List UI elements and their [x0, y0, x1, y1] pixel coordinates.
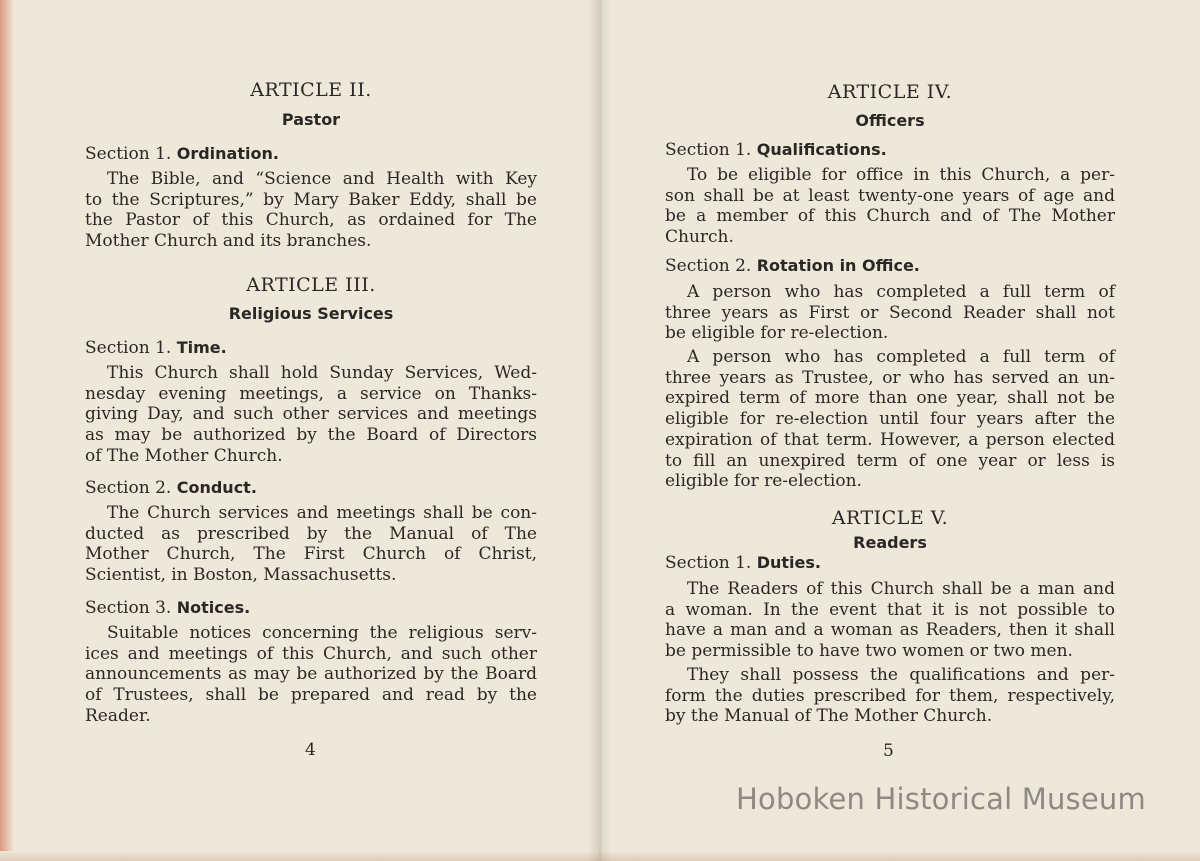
section-name: Rotation in Office. [756, 256, 920, 275]
paragraph-line: giving Day, and such other services and meetings [85, 404, 537, 425]
left-page [85, 0, 537, 861]
section-label: Section 2. [665, 256, 752, 276]
paragraph-line: ducted as prescribed by the Manual of The [85, 523, 537, 544]
notices-paragraph [85, 623, 537, 727]
rotation-paragraph-2 [665, 347, 1115, 492]
paragraph-line: form the duties prescribed for them, respectively, [665, 685, 1115, 706]
ordination-paragraph [85, 169, 537, 252]
qualifications-paragraph [665, 165, 1115, 248]
section-qualifications-heading [665, 140, 1115, 160]
paragraph-line: Scientist, in Boston, Massachusetts. [85, 565, 397, 586]
paragraph-line: three years as First or Second Reader shall not [665, 302, 1115, 323]
section-label: Section 1. [85, 338, 172, 358]
paragraph-line: expired term of more than one year, shall not be [665, 388, 1115, 409]
paragraph-line: as may be authorized by the Board of Directors [85, 425, 537, 446]
paragraph-line: of The Mother Church. [85, 445, 283, 466]
paragraph-line: eligible for re-election until four years after the [665, 409, 1115, 430]
article-iv-title: ARTICLE IV. [827, 81, 953, 103]
duties-paragraph-2 [665, 665, 1115, 727]
article-v-subtitle: Readers [853, 533, 927, 552]
page-number-right: 5 [883, 741, 894, 761]
page-edge-left [0, 0, 14, 861]
time-paragraph [85, 363, 537, 467]
section-duties-heading [665, 553, 1115, 573]
paragraph-line: This Church shall hold Sunday Services, Wed- [107, 363, 537, 383]
paragraph-line: The Readers of this Church shall be a man and [687, 579, 1115, 599]
article-ii-title: ARTICLE II. [250, 79, 372, 101]
paragraph-line: The Bible, and “Science and Health with Key [107, 169, 537, 189]
paragraph-line: by the Manual of The Mother Church. [665, 706, 993, 727]
paragraph-line: expiration of that term. However, a person elected [665, 429, 1115, 450]
section-conduct-heading [85, 478, 537, 498]
paragraph-line: A person who has completed a full term of [687, 347, 1115, 367]
section-ordination-heading [85, 144, 537, 164]
section-name: Time. [176, 338, 227, 357]
section-time-heading [85, 338, 537, 358]
section-name: Conduct. [176, 478, 257, 497]
article-ii-subtitle: Pastor [281, 110, 341, 129]
paragraph-line: Suitable notices concerning the religious serv- [107, 623, 537, 643]
paragraph-line: have a man and a woman as Readers, then it shall [665, 620, 1115, 641]
paragraph-line: to fill an unexpired term of one year or less is [665, 450, 1115, 471]
conduct-paragraph [85, 503, 537, 586]
section-rotation-heading [665, 256, 1115, 276]
section-label: Section 1. [85, 144, 172, 164]
section-label: Section 3. [85, 598, 172, 618]
paragraph-line: a woman. In the event that it is not possible to [665, 599, 1115, 620]
article-iii-title: ARTICLE III. [246, 274, 376, 296]
paragraph-line: Mother Church and its branches. [85, 231, 372, 252]
paragraph-line: The Church services and meetings shall be con- [107, 503, 537, 523]
paragraph-line: announcements as may be authorized by the Board [85, 664, 537, 685]
paragraph-line: the Pastor of this Church, as ordained for The [85, 210, 537, 231]
book-gutter [588, 0, 612, 861]
section-label: Section 2. [85, 478, 172, 498]
paragraph-line: To be eligible for office in this Church, a per- [687, 165, 1115, 185]
article-iv-subtitle: Officers [855, 111, 925, 130]
paragraph-line: of Trustees, shall be prepared and read by the [85, 685, 537, 706]
paragraph-line: be permissible to have two women or two men. [665, 641, 1073, 662]
paragraph-line: be eligible for re-election. [665, 323, 889, 344]
paragraph-line: Reader. [85, 705, 151, 726]
article-v-title: ARTICLE V. [831, 507, 949, 529]
paragraph-line: Church. [665, 227, 734, 248]
paragraph-line: Mother Church, The First Church of Christ, [85, 544, 537, 565]
paragraph-line: A person who has completed a full term of [687, 282, 1115, 302]
paragraph-line: son shall be at least twenty-one years of age and [665, 185, 1115, 206]
page-number-left: 4 [305, 740, 316, 760]
section-name: Duties. [756, 553, 821, 572]
museum-watermark: Hoboken Historical Museum [736, 782, 1146, 816]
article-iii-subtitle: Religious Services [228, 304, 394, 323]
section-name: Ordination. [176, 144, 279, 163]
section-label: Section 1. [665, 553, 752, 573]
paragraph-line: eligible for re-election. [665, 471, 862, 492]
section-name: Notices. [176, 598, 251, 617]
paragraph-line: to the Scriptures,” by Mary Baker Eddy, shall be [85, 189, 537, 210]
paragraph-line: nesday evening meetings, a service on Thanks- [85, 383, 537, 404]
paragraph-line: three years as Trustee, or who has served an un- [665, 367, 1115, 388]
right-page [665, 0, 1115, 861]
section-label: Section 1. [665, 140, 752, 160]
paragraph-line: They shall possess the qualifications and per- [687, 665, 1115, 685]
section-name: Qualifications. [756, 140, 887, 159]
duties-paragraph-1 [665, 579, 1115, 662]
paragraph-line: be a member of this Church and of The Mother [665, 206, 1115, 227]
rotation-paragraph-1 [665, 282, 1115, 344]
paragraph-line: ices and meetings of this Church, and such other [85, 643, 537, 664]
section-notices-heading [85, 598, 537, 618]
